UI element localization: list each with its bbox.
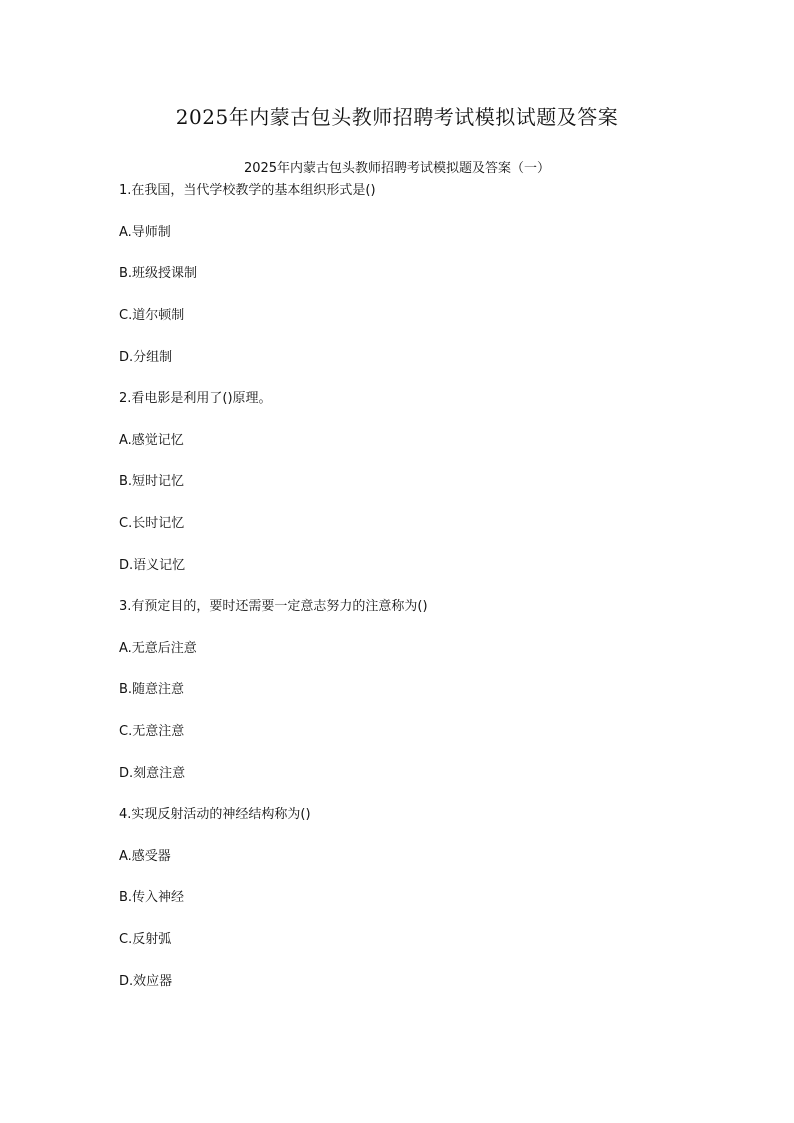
question-1-option-c: C.道尔顿制 [119, 308, 185, 323]
question-3-option-d: D.刻意注意 [119, 766, 186, 781]
question-4-option-c: C.反射弧 [119, 932, 172, 947]
question-3-option-b: B.随意注意 [119, 682, 185, 697]
question-3-stem: 3.有预定目的，要时还需要一定意志努力的注意称为() [119, 599, 428, 614]
question-1-option-d: D.分组制 [119, 350, 173, 365]
question-1-option-b: B.班级授课制 [119, 266, 198, 281]
section-title: 2025年内蒙古包头教师招聘考试模拟题及答案（一） [243, 161, 551, 176]
question-2-option-a: A.感觉记忆 [119, 433, 184, 448]
question-2-option-b: B.短时记忆 [119, 474, 185, 489]
question-4-stem: 4.实现反射活动的神经结构称为() [119, 807, 311, 822]
question-3-option-a: A.无意后注意 [119, 641, 197, 656]
question-1-stem: 1.在我国，当代学校教学的基本组织形式是() [119, 183, 376, 198]
question-4-option-a: A.感受器 [119, 849, 171, 864]
question-4-option-b: B.传入神经 [119, 890, 185, 905]
question-2-option-d: D.语义记忆 [119, 558, 186, 573]
question-1-option-a: A.导师制 [119, 225, 171, 240]
question-3-option-c: C.无意注意 [119, 724, 185, 739]
question-2-stem: 2.看电影是利用了()原理。 [119, 391, 272, 406]
question-2-option-c: C.长时记忆 [119, 516, 185, 531]
document-title: 2025年内蒙古包头教师招聘考试模拟试题及答案 [175, 105, 619, 129]
question-4-option-d: D.效应器 [119, 974, 173, 989]
